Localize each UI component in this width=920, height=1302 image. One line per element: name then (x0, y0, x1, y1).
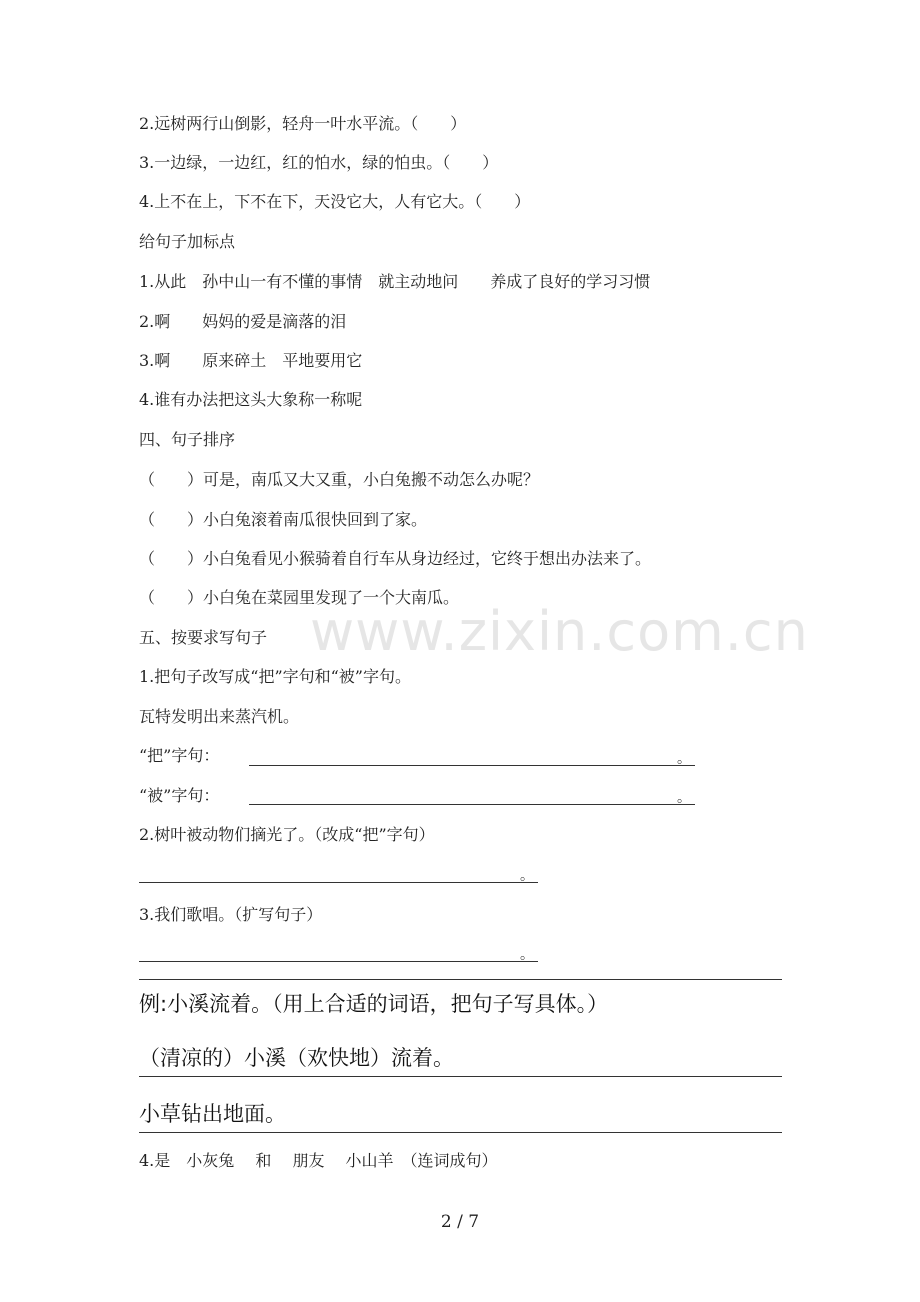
q3-answer-line[interactable] (139, 961, 538, 962)
riddle-3: 3.一边绿，一边红，红的怕水，绿的怕虫。（ ） (139, 153, 499, 172)
rewrite-q4: 4.是 小灰兔 和 朋友 小山羊 （连词成句） (139, 1151, 498, 1170)
example-prompt: 例:小溪流着。（用上合适的词语，把句子写具体。） (139, 992, 609, 1016)
task-rule (139, 1132, 782, 1133)
rewrite-heading: 五、按要求写句子 (139, 628, 268, 647)
punctuation-item-3: 3.啊 原来碎土 平地要用它 (139, 351, 363, 370)
rewrite-q2: 2.树叶被动物们摘光了。（改成“把”字句） (139, 825, 435, 844)
ordering-item-2: （ ）小白兔滚着南瓜很快回到了家。 (139, 510, 428, 529)
example-top-rule (139, 979, 782, 980)
q3-period: 。 (520, 947, 534, 963)
page-number: 2 / 7 (440, 1212, 480, 1232)
bei-period: 。 (677, 790, 691, 806)
ba-answer-line[interactable] (249, 765, 695, 766)
ordering-heading: 四、句子排序 (139, 430, 236, 449)
rewrite-q3: 3.我们歌唱。（扩写句子） (139, 905, 323, 924)
bei-answer-line[interactable] (249, 804, 695, 805)
q2-period: 。 (520, 868, 534, 884)
punctuation-heading: 给句子加标点 (139, 232, 236, 251)
ordering-item-3: （ ）小白兔看见小猴骑着自行车从身边经过，它终于想出办法来了。 (139, 549, 652, 568)
task-sentence: 小草钻出地面。 (139, 1102, 286, 1126)
example-answer-rule (139, 1076, 782, 1077)
riddle-4: 4.上不在上，下不在下，天没它大，人有它大。（ ） (139, 192, 531, 211)
ordering-item-1: （ ）可是，南瓜又大又重，小白兔搬不动怎么办呢？ (139, 470, 540, 489)
rewrite-q1: 1.把句子改写成“把”字句和“被”字句。 (139, 667, 411, 686)
ba-label: “把”字句： (139, 746, 220, 765)
watermark: www.zixin.com.cn (310, 600, 809, 663)
ba-period: 。 (677, 751, 691, 767)
riddle-2: 2.远树两行山倒影，轻舟一叶水平流。（ ） (139, 114, 467, 133)
rewrite-q1-sentence: 瓦特发明出来蒸汽机。 (139, 707, 300, 726)
punctuation-item-4: 4.谁有办法把这头大象称一称呢 (139, 390, 363, 409)
q2-answer-line[interactable] (139, 882, 538, 883)
ordering-item-4: （ ）小白兔在菜园里发现了一个大南瓜。 (139, 588, 460, 607)
punctuation-item-1: 1.从此 孙中山一有不懂的事情 就主动地问 养成了良好的学习习惯 (139, 272, 651, 291)
bei-label: “被”字句： (139, 786, 220, 805)
example-answer: （清凉的）小溪（欢快地）流着。 (139, 1046, 454, 1070)
punctuation-item-2: 2.啊 妈妈的爱是滴落的泪 (139, 312, 347, 331)
